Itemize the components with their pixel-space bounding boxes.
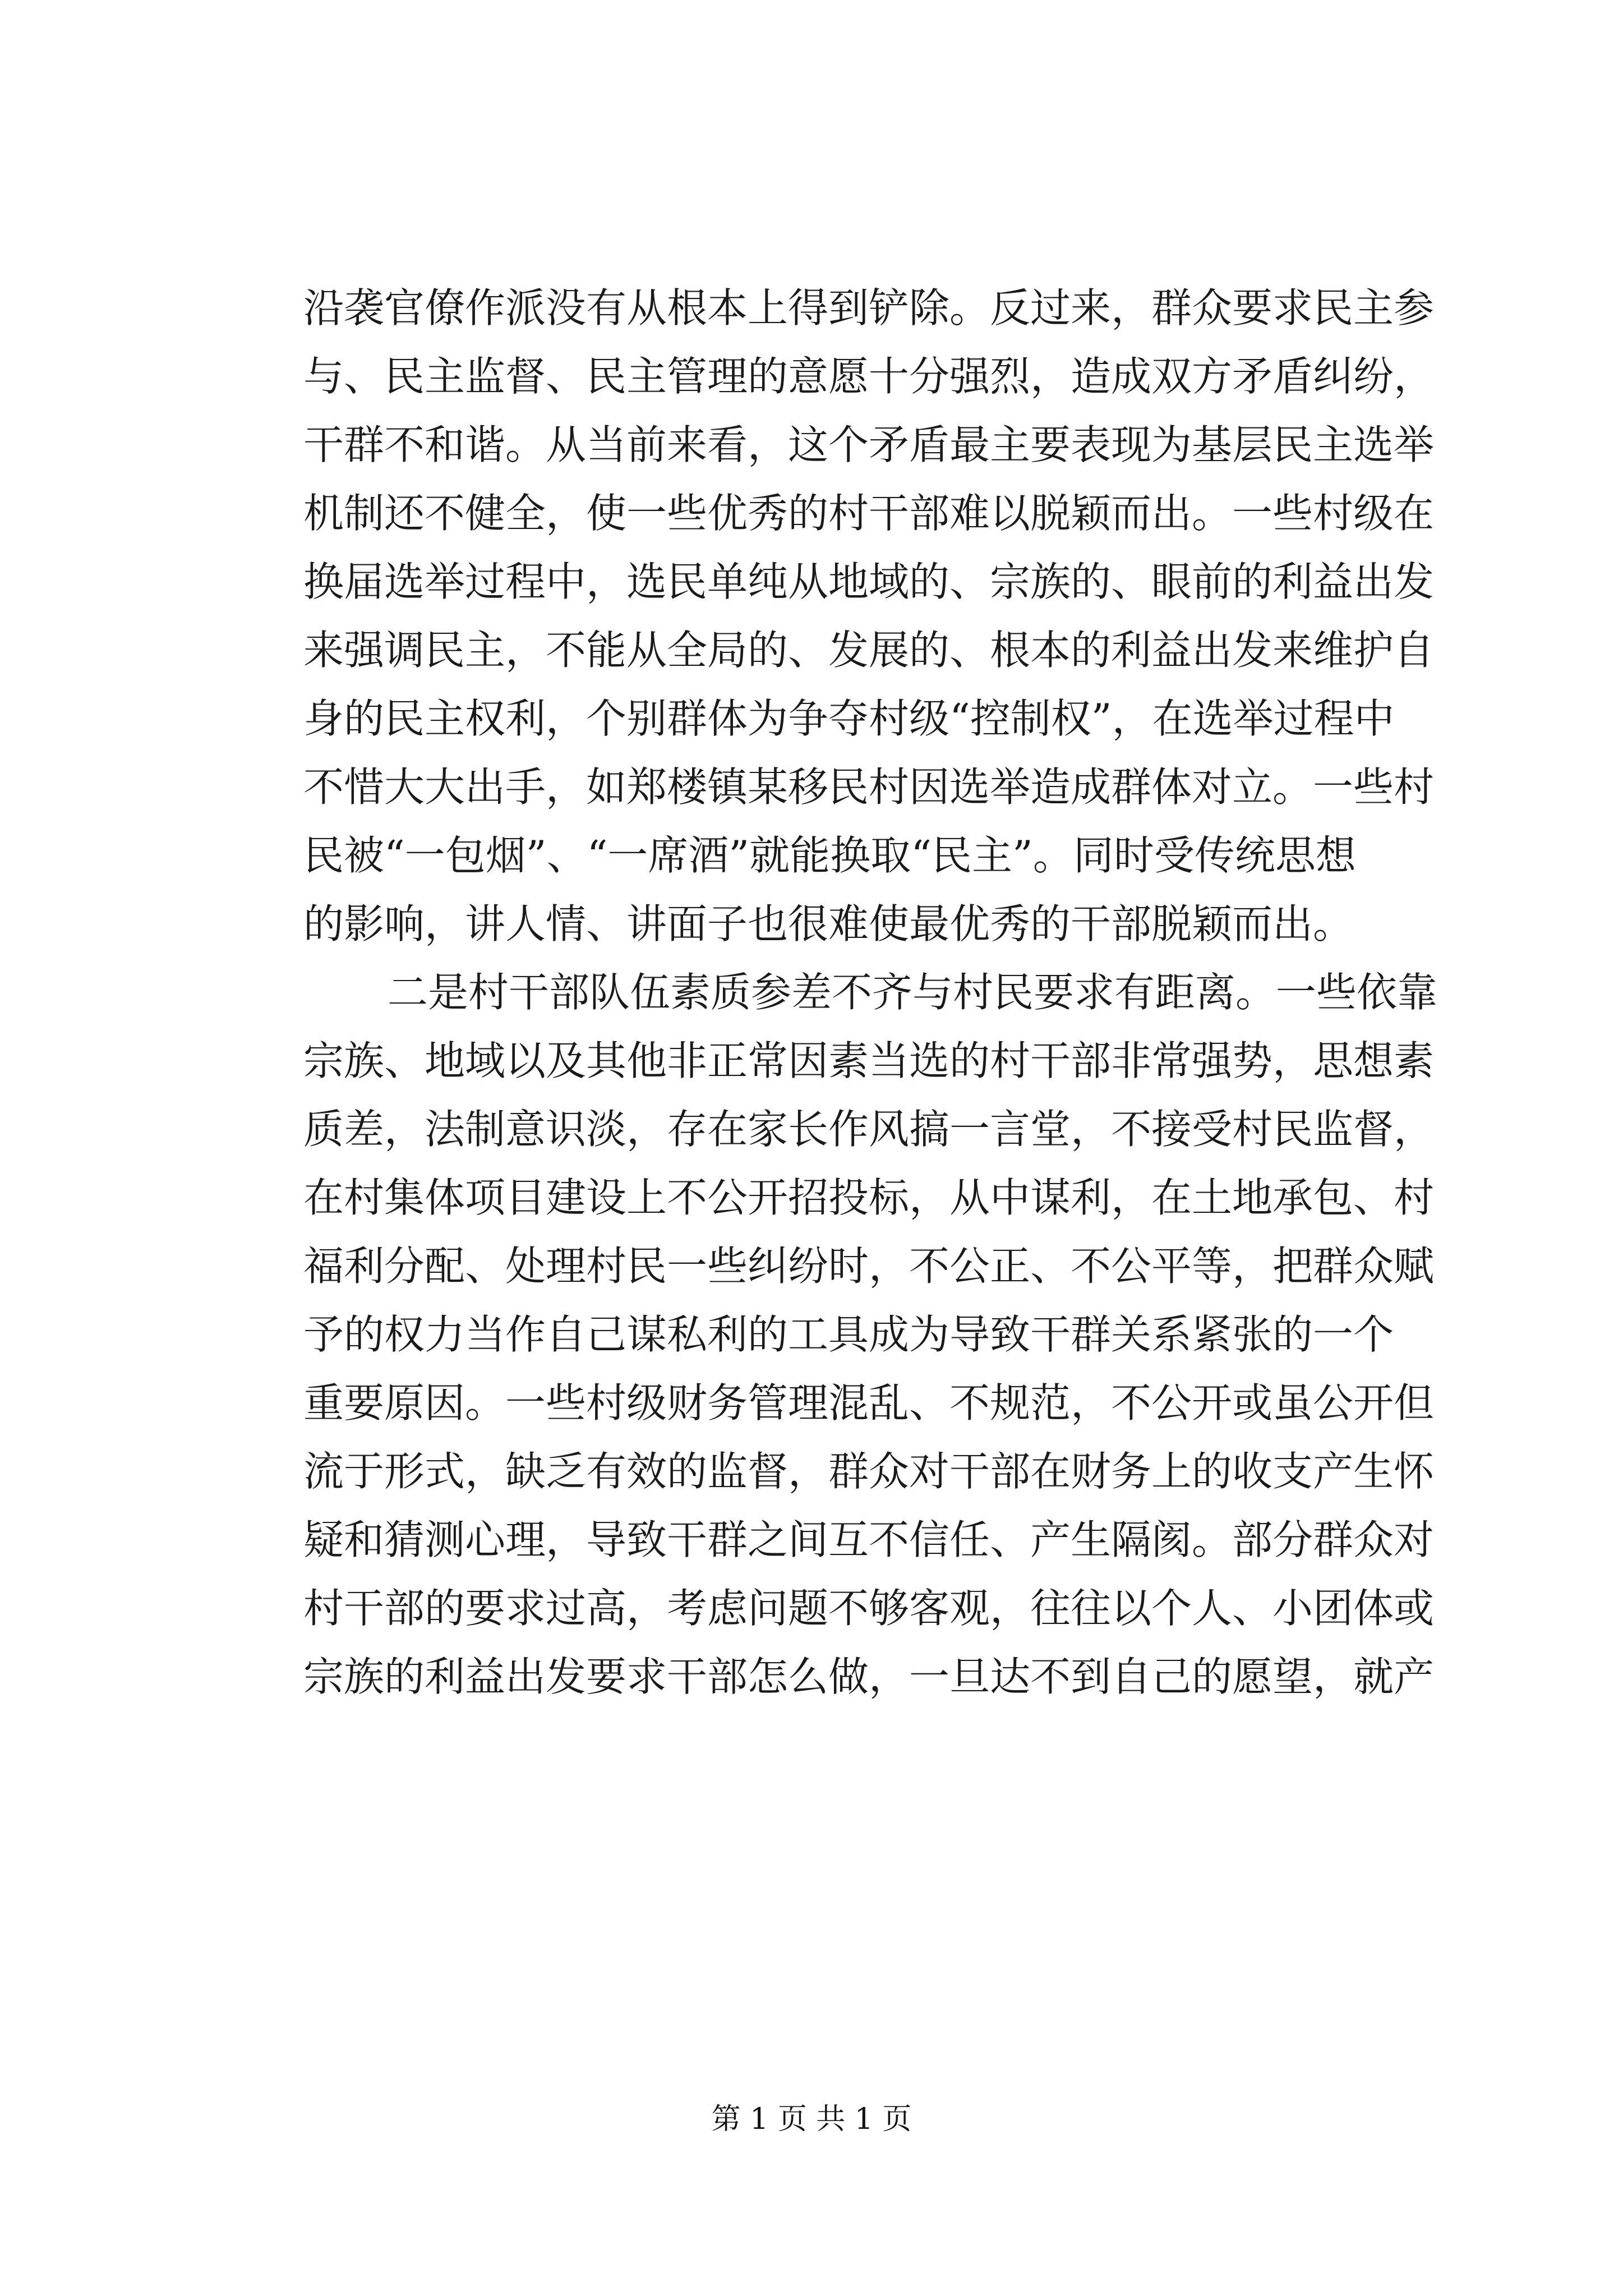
text-line: 机制还不健全，使一些优秀的村干部难以脱颖而出。一些村级在 [303,490,1435,537]
text-line: 不惜大大出手，如郑楼镇某移民村因选举造成群体对立。一些村 [303,763,1435,811]
text-line: 质差，法制意识淡，存在家长作风搞一言堂，不接受村民监督， [303,1106,1435,1153]
body-text [303,274,1438,1711]
text-line: 宗族的利益出发要求干部怎么做，一旦达不到自己的愿望，就产 [303,1653,1435,1700]
text-line: 的影响，讲人情、讲面子也很难使最优秀的干部脱颖而出。 [303,900,1354,947]
text-line: 换届选举过程中，选民单纯从地域的、宗族的、眼前的利益出发 [303,558,1435,605]
text-line: 流于形式，缺乏有效的监督，群众对干部在财务上的收支产生怀 [303,1448,1435,1495]
text-line: 身的民主权利，个别群体为争夺村级“控制权”，在选举过程中 [303,695,1395,742]
text-line: 福利分配、处理村民一些纠纷时，不公正、不公平等，把群众赋 [303,1243,1435,1290]
text-line: 宗族、地域以及其他非正常因素当选的村干部非常强势，思想素 [303,1037,1435,1084]
text-line: 疑和猜测心理，导致干群之间互不信任、产生隔阂。部分群众对 [303,1516,1435,1563]
page-footer: 第 1 页 共 1 页 [711,2102,912,2136]
text-line: 与、民主监督、民主管理的意愿十分强烈，造成双方矛盾纠纷， [303,353,1435,400]
text-line: 来强调民主，不能从全局的、发展的、根本的利益出发来维护自 [303,627,1435,674]
text-line: 村干部的要求过高，考虑问题不够客观，往往以个人、小团体或 [303,1585,1435,1632]
text-line: 在村集体项目建设上不公开招投标，从中谋利，在土地承包、村 [303,1174,1435,1221]
text-line: 沿袭官僚作派没有从根本上得到铲除。反过来，群众要求民主参 [303,284,1435,332]
text-line: 民被“一包烟”、“一席酒”就能换取“民主”。同时受传统思想 [303,832,1356,879]
text-line: 干群不和谐。从当前来看，这个矛盾最主要表现为基层民主选举 [303,421,1435,468]
text-line: 重要原因。一些村级财务管理混乱、不规范，不公开或虽公开但 [303,1379,1435,1427]
text-line: 予的权力当作自己谋私利的工具成为导致干群关系紧张的一个 [303,1311,1394,1358]
paragraph-first-line: 二是村干部队伍素质参差不齐与村民要求有距离。一些依靠 [388,969,1438,1016]
